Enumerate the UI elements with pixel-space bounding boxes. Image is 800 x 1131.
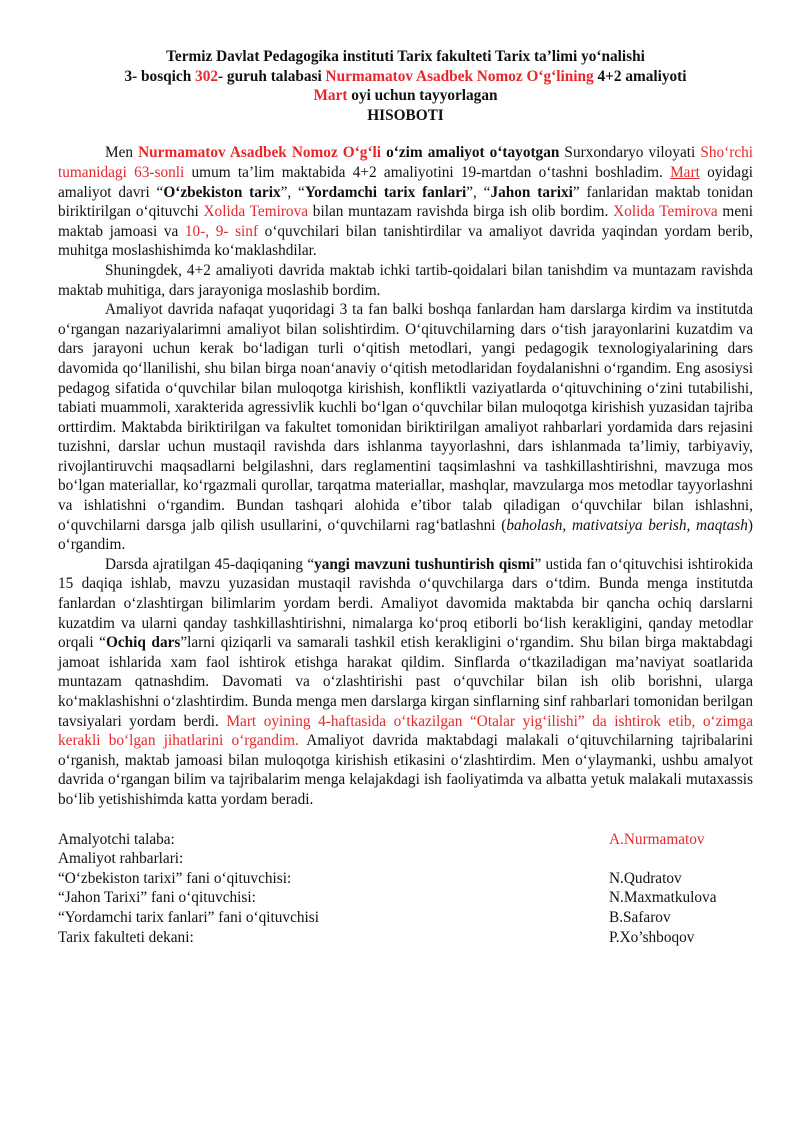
signature-role: “Jahon Tarixi” fani o‘qituvchisi: [58,889,256,907]
title-line-3 [58,86,753,106]
signature-row [58,888,753,908]
student-name-inline: Nurmamatov Asadbek Nomoz O‘g‘li [138,144,382,162]
title-institute: Termiz Davlat Pedagogika instituti Tarix fakulteti Tarix ta’limi yo‘nalishi [166,48,645,65]
parents-meeting-note: Mart oyining 4-haftasida o‘tkazilgan “Otalar yig‘ilishi” da ishtirok etib, o‘zimga kerakli bo‘lgan jihatlarini o‘rgandim. [58,712,753,750]
signature-role: “O‘zbekiston tarixi” fani o‘qituvchisi: [58,869,292,887]
signature-row [58,908,753,928]
signature-row [58,869,753,889]
signature-role: “Yordamchi tarix fanlari” fani o‘qituvchisi [58,908,319,926]
motivation-methods: baholash, mativatsiya berish, maqtash [506,516,748,534]
signature-role: Amaliyot rahbarlari: [58,850,184,868]
signature-name: P.Xo’shboqov [609,928,695,946]
title-line-2 [58,67,753,87]
subject-uzbek-history: O‘zbekiston tarix [163,183,281,201]
paragraph-4: Darsda ajratilgan 45-daqiqaning “yangi mavzuni tushuntirish qismi” ustida fan o‘qituvchisi ishtirokida 15 daqiqa ishlab, mavzu yuzasidan mustaqil ravishda o‘quvchilarga dars o‘tdim. Bunda menga institutda fanlardan o‘zlashtirgan bilimlarim yordam berdi. Amaliyot davomida maktabda bir qancha ochiq darslarni kuzatdim va ularni qanday tashkillashtirishni, nimalarga ko‘proq etiborli bo‘lish kerakligini, qanday metodlar orqali “Ochiq dars”larni qiziqarli va samarali tashkil etish kerakligini o‘rgandim. Shu bilan birga maktabdagi jamoat ishlarida xam faol ishtirok etishga harakat qildim. Sinflarda o‘tkaziladigan ma’naviyat soatlarida muntazam qatnashdim. Davomati va o‘zlashtirishi past o‘quvchilar bilan ish olib borishni, ularga ko‘maklashishni o‘zlashtirdim. Bunda menga men darslarga kirgan sinflarning sinf rahbarlari tomonidan berilgan tavsiyalari yordam berdi. Mart oyining 4-haftasida o‘tkazilgan “Otalar yig‘ilishi” da ishtirok etib, o‘zimga kerakli bo‘lgan jihatlarini o‘rgandim. Amaliyot davrida maktabdagi malakali o‘qituvchilarning tajribalarini o‘rganish, maktab jamoasi bilan muloqotga kirishish etikasini o‘zlashtirdim. Men o‘ylaymanki, ushbu amalyot davrida o‘rgangan bilim va tajribalarim menga kelajakdagi ish faoliyatimda va albatta yetuk malakali mutaxassis bo‘lib yetishishimda katta yordam beradi. [58,555,754,808]
title-prepared: oyi uchun tayyorlagan [347,87,498,105]
lesson-topic: yangi mavzuni tushuntirish qismi [314,555,535,573]
student-name: Nurmamatov Asadbek Nomoz O‘g‘lining [325,67,594,85]
report-title [58,47,753,125]
school-location: Sho‘rchi tumanidagi 63-sonli [58,144,754,181]
paragraph-2: Shuningdek, 4+2 amaliyoti davrida maktab ichki tartib-qoidalari bilan tanishdim va muntazam ravishda maktab muhitiga, dars jarayoniga moslashib bordim. [58,261,753,299]
signature-block [58,830,753,948]
mentor-teacher: Xolida Temirova [203,203,309,221]
signature-name: A.Nurmamatov [609,830,705,848]
signature-row [58,849,753,869]
signature-name: B.Safarov [609,908,671,926]
classes-inline: 10-, 9- sinf [184,222,259,240]
title-line-1 [58,47,753,67]
subject-world-history: Jahon tarixi [490,183,573,201]
mentor-teacher-2: Xolida Temirova [613,203,718,221]
signature-role: Tarix fakulteti dekani: [58,928,194,946]
title-group-label: - guruh talabasi [218,67,326,85]
signature-name: N.Maxmatkulova [609,889,717,907]
paragraph-3: Amaliyot davrida nafaqat yuqoridagi 3 ta fan balki boshqa fanlardan ham darslarga kirdim va institutda o‘rgangan nazariyalarimni amaliyot bilan solishtirdim. O‘qituvchilarning dars o‘tish jarayonlarini kuzatdim va dars jarayoni uchun kerak bo‘ladigan turli o‘qitish metodlari, yangi pedagogik texnologiyalarining dars davomida qo‘llanilishi, shu bilan birga noan‘anaviy o‘qitish metodlaridan foydalanishni o‘rgandim. Eng asosiysi pedagog sifatida o‘quvchilar bilan muloqotga kirishish, konfliktli vaziyatlarda o‘qituvchining o‘zini tutabilishi, tabiati muammoli, xarakterida agressivlik kuchli bo‘lgan o‘quvchilar bilan muloqotga kirishish yuzasidan tajriba orttirdim. Maktabda biriktirilgan va fakultet tomonidan biriktirilgan amaliyot rahbarlari yordamida dars rejasini tuzishni, darslar uchun mustaqil ravishda dars ishlanma tayyorlashni, dars ishlanmada ta’limiy, tarbiyaviy, rivojlantiruvchi maqsadlarni belgilashni, dars reglamentini taqsimlashni va tashkillashtirishni, mavzuga mos bo‘lgan materiallar, ko‘rgazmali qurollar, tarqatma materiallar, mashqlar, mavzularga mos metodlar tayyorlashni va ishlatishni o‘rgandim. Bundan tashqari alohida e’tibor talab qiladigan o‘quvchilar bilan ishlashni, o‘quvchilarni darsga jalb qilish usullarini, o‘quvchilarni rag‘batlashni (baholash, mativatsiya berish, maqtash) o‘rgandim. [58,301,753,554]
signature-name: N.Qudratov [609,869,682,887]
open-lesson: Ochiq dars [105,634,181,652]
report-heading: HISOBOTI [367,106,444,124]
month-inline: Mart [670,163,700,181]
report-body [58,143,753,809]
signature-row [58,830,753,850]
paragraph-1: Men Nurmamatov Asadbek Nomoz O‘g‘li o‘zim amaliyot o‘tayotgan Surxondaryo viloyati Sho‘rchi tumanidagi 63-sonli umum ta’lim maktabida 4+2 amaliyotini 19-martdan o‘tashni boshladim. Mart oyidagi amaliyot davri “O‘zbekiston tarix”, “Yordamchi tarix fanlari”, “Jahon tarixi” fanlaridan maktab tonidan biriktirilgan o‘qituvchi Xolida Temirova bilan muntazam ravishda birga ish olib bordim. Xolida Temirova meni maktab jamoasi va 10-, 9- sinf o‘quvchilari bilan tanishtirdilar va amaliyot davrida yaqindan yordam berib, muhitga moslashishimda ko‘maklashdilar. [58,144,754,260]
title-line-4 [58,106,753,126]
signature-name [609,849,753,869]
signature-row [58,928,753,948]
title-course: 3- bosqich [124,67,196,85]
signature-role: Amalyotchi talaba: [58,830,175,848]
group-number: 302 [195,67,218,85]
subject-auxiliary-history: Yordamchi tarix fanlari [304,183,467,201]
title-practice: 4+2 amaliyoti [593,67,687,85]
report-month: Mart [313,87,348,105]
